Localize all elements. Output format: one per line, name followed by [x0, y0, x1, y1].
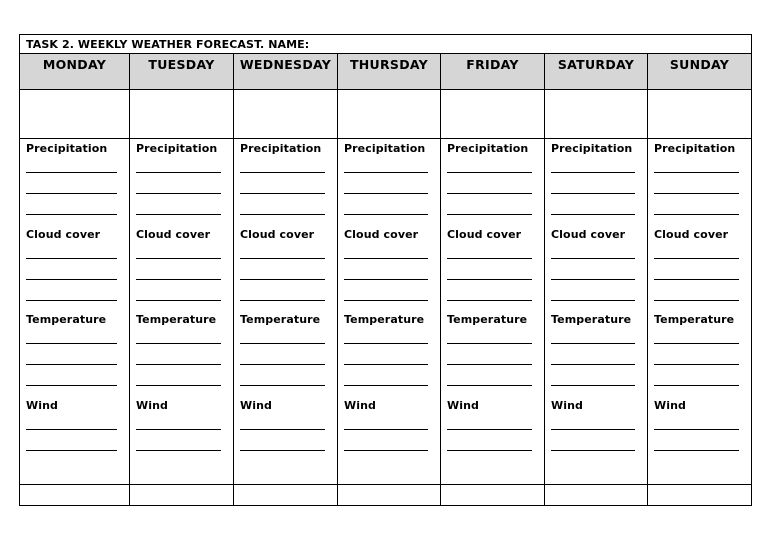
- section-wind: [240, 399, 329, 485]
- answer-line[interactable]: [240, 155, 325, 173]
- answer-line[interactable]: [240, 326, 325, 344]
- answer-line[interactable]: [26, 365, 117, 386]
- answer-line[interactable]: [551, 365, 635, 386]
- section-label: Wind: [344, 398, 377, 412]
- section-label: Wind: [240, 398, 273, 412]
- answer-line[interactable]: [136, 241, 221, 259]
- section-precipitation: [26, 142, 121, 228]
- day-header-saturday: SATURDAY: [545, 54, 648, 90]
- answer-line[interactable]: [26, 430, 117, 451]
- picture-cell-tuesday[interactable]: [130, 90, 234, 139]
- section-wind: [654, 399, 743, 485]
- answer-line[interactable]: [240, 365, 325, 386]
- answer-line[interactable]: [447, 241, 532, 259]
- footer-cell-wednesday: [234, 485, 338, 506]
- answer-line[interactable]: [240, 259, 325, 280]
- answer-line[interactable]: [136, 430, 221, 451]
- answer-line[interactable]: [344, 259, 428, 280]
- section-label: Temperature: [654, 313, 735, 326]
- forecast-cell-sunday: [648, 139, 752, 485]
- answer-line[interactable]: [447, 173, 532, 194]
- answer-line[interactable]: [654, 280, 739, 301]
- answer-line[interactable]: [447, 194, 532, 215]
- section-cloud-cover: [654, 228, 743, 314]
- answer-line[interactable]: [654, 430, 739, 451]
- forecast-cell-saturday: [545, 139, 648, 485]
- section-label: Wind: [136, 398, 169, 412]
- answer-line[interactable]: [344, 412, 428, 430]
- answer-line[interactable]: [26, 259, 117, 280]
- section-wind: [26, 399, 121, 485]
- section-label: Precipitation: [344, 142, 426, 155]
- answer-line[interactable]: [344, 173, 428, 194]
- section-label: Precipitation: [654, 142, 736, 155]
- section-label: Temperature: [344, 313, 425, 326]
- answer-line[interactable]: [26, 173, 117, 194]
- day-header-wednesday: WEDNESDAY: [234, 54, 338, 90]
- answer-line[interactable]: [654, 365, 739, 386]
- answer-line[interactable]: [551, 326, 635, 344]
- footer-cell-sunday: [648, 485, 752, 506]
- answer-line[interactable]: [654, 241, 739, 259]
- forecast-cell-monday: [20, 139, 130, 485]
- day-header-tuesday: TUESDAY: [130, 54, 234, 90]
- answer-line[interactable]: [240, 344, 325, 365]
- answer-line[interactable]: [551, 344, 635, 365]
- footer-cell-thursday: [338, 485, 441, 506]
- answer-line[interactable]: [654, 326, 739, 344]
- answer-line[interactable]: [26, 412, 117, 430]
- answer-line[interactable]: [447, 155, 532, 173]
- forecast-cell-friday: [441, 139, 545, 485]
- answer-line[interactable]: [447, 412, 532, 430]
- section-temperature: [551, 313, 639, 399]
- footer-cell-saturday: [545, 485, 648, 506]
- answer-line[interactable]: [447, 259, 532, 280]
- answer-line[interactable]: [344, 365, 428, 386]
- answer-line[interactable]: [654, 412, 739, 430]
- answer-line[interactable]: [240, 194, 325, 215]
- section-cloud-cover: [447, 228, 536, 314]
- section-label: Cloud cover: [240, 227, 315, 241]
- answer-line[interactable]: [344, 430, 428, 451]
- section-label: Cloud cover: [344, 227, 419, 241]
- answer-line[interactable]: [447, 280, 532, 301]
- answer-line[interactable]: [344, 344, 428, 365]
- forecast-content-row: [20, 139, 752, 485]
- answer-line[interactable]: [240, 412, 325, 430]
- answer-line[interactable]: [551, 194, 635, 215]
- section-cloud-cover: [344, 228, 432, 314]
- answer-line[interactable]: [344, 241, 428, 259]
- weather-forecast-table: [19, 34, 752, 506]
- answer-line[interactable]: [344, 280, 428, 301]
- day-header-thursday: THURSDAY: [338, 54, 441, 90]
- answer-line[interactable]: [654, 155, 739, 173]
- answer-line[interactable]: [551, 412, 635, 430]
- picture-row: [20, 90, 752, 139]
- answer-line[interactable]: [551, 259, 635, 280]
- section-temperature: [447, 313, 536, 399]
- section-temperature: [344, 313, 432, 399]
- section-label: Precipitation: [240, 142, 322, 155]
- picture-cell-friday[interactable]: [441, 90, 545, 139]
- answer-line[interactable]: [447, 326, 532, 344]
- section-label: Temperature: [551, 313, 632, 326]
- answer-line[interactable]: [447, 365, 532, 386]
- answer-line[interactable]: [551, 430, 635, 451]
- section-wind: [447, 399, 536, 485]
- section-temperature: [654, 313, 743, 399]
- footer-cell-friday: [441, 485, 545, 506]
- day-header-row: [20, 54, 752, 90]
- forecast-cell-wednesday: [234, 139, 338, 485]
- section-wind: [551, 399, 639, 485]
- section-label: Cloud cover: [654, 227, 729, 241]
- section-label: Temperature: [240, 313, 321, 326]
- day-header-monday: MONDAY: [20, 54, 130, 90]
- answer-line[interactable]: [26, 155, 117, 173]
- section-label: Cloud cover: [551, 227, 626, 241]
- answer-line[interactable]: [136, 194, 221, 215]
- answer-line[interactable]: [26, 194, 117, 215]
- section-cloud-cover: [240, 228, 329, 314]
- section-temperature: [240, 313, 329, 399]
- section-label: Cloud cover: [26, 227, 101, 241]
- section-cloud-cover: [551, 228, 639, 314]
- forecast-cell-thursday: [338, 139, 441, 485]
- day-header-friday: FRIDAY: [441, 54, 545, 90]
- picture-cell-sunday[interactable]: [648, 90, 752, 139]
- section-label: Precipitation: [551, 142, 633, 155]
- section-label: Temperature: [136, 313, 217, 326]
- answer-line[interactable]: [26, 344, 117, 365]
- answer-line[interactable]: [447, 344, 532, 365]
- section-label: Wind: [654, 398, 687, 412]
- answer-line[interactable]: [344, 194, 428, 215]
- section-label: Cloud cover: [136, 227, 211, 241]
- answer-line[interactable]: [551, 173, 635, 194]
- answer-line[interactable]: [136, 365, 221, 386]
- answer-line[interactable]: [344, 326, 428, 344]
- forecast-cell-tuesday: [130, 139, 234, 485]
- section-label: Precipitation: [26, 142, 108, 155]
- picture-cell-monday[interactable]: [20, 90, 130, 139]
- answer-line[interactable]: [240, 173, 325, 194]
- section-temperature: [136, 313, 225, 399]
- answer-line[interactable]: [136, 280, 221, 301]
- section-label: Cloud cover: [447, 227, 522, 241]
- answer-line[interactable]: [654, 344, 739, 365]
- section-label: Temperature: [26, 313, 107, 326]
- section-precipitation: [654, 142, 743, 228]
- section-label: Temperature: [447, 313, 528, 326]
- section-cloud-cover: [136, 228, 225, 314]
- picture-cell-saturday[interactable]: [545, 90, 648, 139]
- answer-line[interactable]: [240, 430, 325, 451]
- answer-line[interactable]: [240, 280, 325, 301]
- answer-line[interactable]: [136, 344, 221, 365]
- section-precipitation: [447, 142, 536, 228]
- section-label: Wind: [26, 398, 59, 412]
- section-precipitation: [136, 142, 225, 228]
- worksheet-title: TASK 2. WEEKLY WEATHER FORECAST. NAME:: [20, 35, 752, 54]
- section-wind: [136, 399, 225, 485]
- answer-line[interactable]: [447, 430, 532, 451]
- answer-line[interactable]: [654, 173, 739, 194]
- answer-line[interactable]: [551, 280, 635, 301]
- answer-line[interactable]: [136, 412, 221, 430]
- footer-cell-tuesday: [130, 485, 234, 506]
- section-label: Precipitation: [136, 142, 218, 155]
- section-precipitation: [240, 142, 329, 228]
- section-wind: [344, 399, 432, 485]
- answer-line[interactable]: [26, 326, 117, 344]
- section-label: Wind: [551, 398, 584, 412]
- picture-cell-wednesday[interactable]: [234, 90, 338, 139]
- section-label: Wind: [447, 398, 480, 412]
- answer-line[interactable]: [551, 155, 635, 173]
- answer-line[interactable]: [136, 259, 221, 280]
- picture-cell-thursday[interactable]: [338, 90, 441, 139]
- answer-line[interactable]: [240, 241, 325, 259]
- answer-line[interactable]: [136, 326, 221, 344]
- footer-cell-monday: [20, 485, 130, 506]
- section-label: Precipitation: [447, 142, 529, 155]
- footer-row: [20, 485, 752, 506]
- answer-line[interactable]: [344, 155, 428, 173]
- day-header-sunday: SUNDAY: [648, 54, 752, 90]
- answer-line[interactable]: [551, 241, 635, 259]
- answer-line[interactable]: [26, 280, 117, 301]
- answer-line[interactable]: [654, 194, 739, 215]
- section-precipitation: [551, 142, 639, 228]
- answer-line[interactable]: [136, 173, 221, 194]
- section-temperature: [26, 313, 121, 399]
- answer-line[interactable]: [26, 241, 117, 259]
- section-cloud-cover: [26, 228, 121, 314]
- answer-line[interactable]: [136, 155, 221, 173]
- section-precipitation: [344, 142, 432, 228]
- answer-line[interactable]: [654, 259, 739, 280]
